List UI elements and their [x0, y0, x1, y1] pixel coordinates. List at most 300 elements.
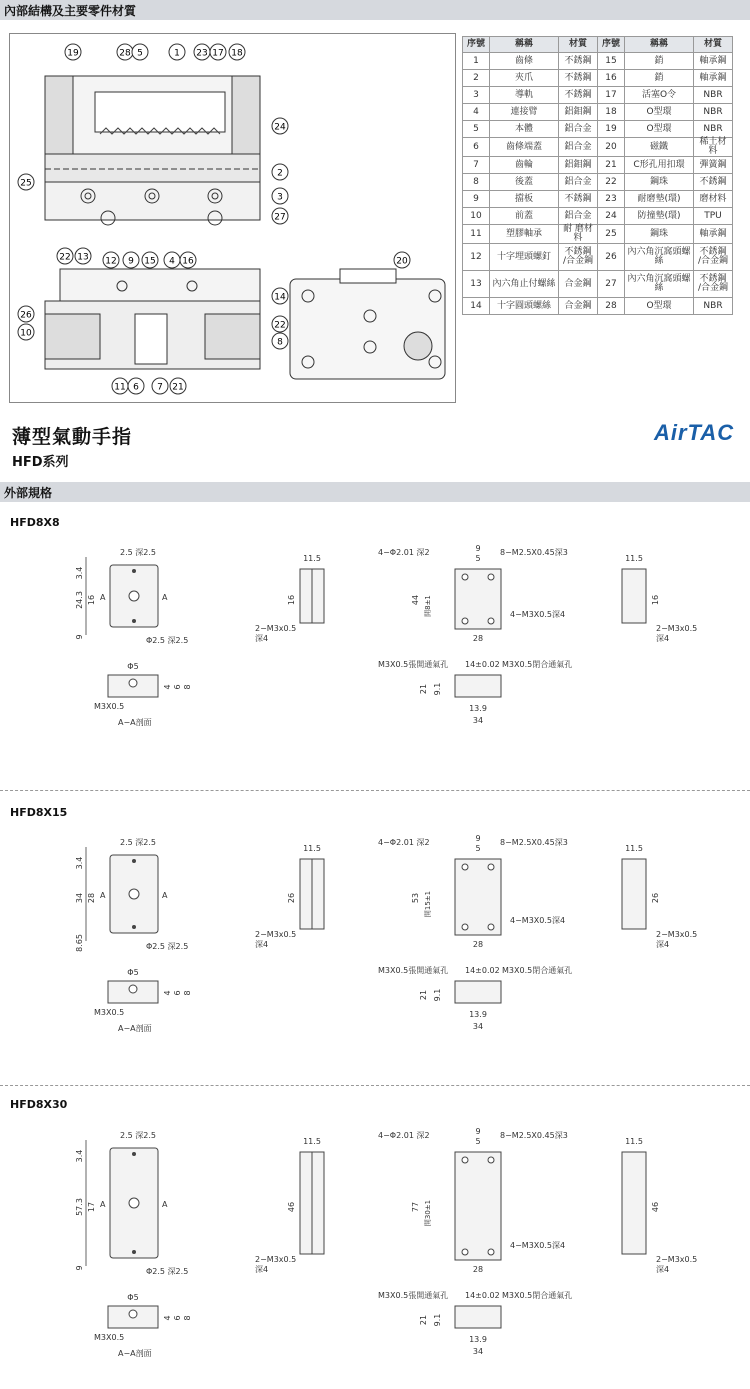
dim-d2: 24.3	[75, 591, 84, 609]
model-label-hfd8x30: HFD8X30	[10, 1098, 68, 1111]
cell-material: 鋁鉬鋼	[559, 104, 598, 121]
svg-text:19: 19	[67, 48, 79, 59]
cell-no: 9	[463, 191, 490, 208]
open-port-label: M3X0.5張開通氣孔	[378, 660, 449, 669]
cell-no: 15	[598, 53, 625, 70]
series-label: HFD系列	[12, 455, 69, 470]
table-row	[463, 298, 733, 315]
cell-name: 連接臂	[490, 104, 559, 121]
cell-name: O型環	[625, 298, 694, 315]
cell-name: 銷	[625, 70, 694, 87]
pin-hole-icon	[462, 924, 468, 930]
section-h2: 6	[173, 684, 182, 690]
port-h-label: 21	[419, 683, 428, 695]
top-pin-label: 4−Φ2.01 深2	[378, 548, 430, 557]
section-mark-a: A	[162, 1200, 168, 1209]
top-dim-t2: 5	[475, 1137, 481, 1146]
pin-hole-icon	[132, 859, 136, 863]
callout-marker	[272, 288, 288, 304]
side-height-label: 16	[287, 594, 296, 606]
cell-name: 本體	[490, 121, 559, 138]
model-svg-hfd8x15	[0, 825, 750, 1080]
section-thread-label: M3X0.5	[94, 702, 125, 711]
cell-material: 不銹鋼	[559, 53, 598, 70]
top-width-label: 28	[472, 1265, 484, 1274]
svg-text:22: 22	[274, 320, 286, 331]
close-port-label: M3X0.5閉合通氣孔	[502, 966, 573, 975]
close-port-label: M3X0.5閉合通氣孔	[502, 1291, 573, 1300]
cell-material: 鋁合金	[559, 208, 598, 225]
table-row	[463, 225, 733, 244]
side-width-label: 11.5	[303, 1137, 321, 1146]
header-name-1: 稱稱	[490, 37, 559, 53]
model-label-hfd8x15: HFD8X15	[10, 806, 68, 819]
parts-table-body	[463, 53, 733, 315]
top-dim-t2: 5	[475, 844, 481, 853]
port-w1-label: 13.9	[469, 704, 487, 713]
cell-no: 4	[463, 104, 490, 121]
port-h-label: 21	[419, 1314, 428, 1326]
model-drawing-hfd8x8	[0, 535, 750, 775]
callout-marker	[272, 208, 288, 224]
table-row	[463, 208, 733, 225]
header-no-1: 序號	[463, 37, 490, 53]
cell-name: 前蓋	[490, 208, 559, 225]
cell-material: 不銹鋼 /合金鋼	[559, 244, 598, 271]
cell-no: 24	[598, 208, 625, 225]
dim-d4: 9	[75, 1265, 84, 1271]
hole-bottom-label: Φ2.5 深2.5	[146, 1267, 189, 1276]
side-width-label: 11.5	[303, 554, 321, 563]
side2-width-label: 11.5	[625, 1137, 643, 1146]
dim-d3: 28	[87, 892, 96, 904]
cell-no: 1	[463, 53, 490, 70]
table-row	[463, 191, 733, 208]
open-stroke-label: 開30±1	[424, 1199, 432, 1227]
cell-no: 21	[598, 157, 625, 174]
dim-d3: 16	[87, 594, 96, 606]
svg-text:13: 13	[77, 252, 89, 263]
parts-material-table	[462, 36, 733, 315]
callout-marker	[272, 188, 288, 204]
table-row	[463, 121, 733, 138]
cell-name: 鋼珠	[625, 225, 694, 244]
cell-material: 彈簧鋼	[694, 157, 733, 174]
table-row	[463, 138, 733, 157]
ports-view-body	[455, 981, 501, 1003]
model-svg-hfd8x8	[0, 535, 750, 775]
top-width-label: 28	[472, 634, 484, 643]
section-h3: 8	[183, 1315, 192, 1321]
port-h2-label: 9.1	[433, 1313, 442, 1327]
cell-material: 稀土材料	[694, 138, 733, 157]
section-h1: 4	[163, 990, 172, 996]
cell-no: 12	[463, 244, 490, 271]
cell-material: 磨材料	[694, 191, 733, 208]
dim-d1: 3.4	[75, 566, 84, 580]
callout-marker	[103, 252, 119, 268]
section-h1: 4	[163, 1315, 172, 1321]
cell-material: 不銹鋼 /合金鋼	[694, 271, 733, 298]
callout-marker	[152, 378, 168, 394]
open-port-label: M3X0.5張開通氣孔	[378, 966, 449, 975]
cell-material: 軸承鋼	[694, 225, 733, 244]
side-thread-label: 2−M3x0.5	[255, 1255, 297, 1264]
bottom-tap-label: 4−M3X0.5深4	[510, 610, 566, 619]
cell-name: 齒條	[490, 53, 559, 70]
side2-height-label: 26	[651, 892, 660, 904]
callout-marker	[57, 248, 73, 264]
cell-no: 18	[598, 104, 625, 121]
table-header-row	[463, 37, 733, 53]
cell-name: 十字圓頭螺絲	[490, 298, 559, 315]
section-caption: A−A剖面	[118, 1349, 152, 1358]
cell-no: 7	[463, 157, 490, 174]
cell-name: 內六角沉窩頭螺絲	[625, 271, 694, 298]
svg-text:6: 6	[133, 382, 139, 393]
internal-section-header	[0, 0, 750, 22]
section-h3: 8	[183, 684, 192, 690]
callout-marker	[142, 252, 158, 268]
cell-name: O型環	[625, 104, 694, 121]
table-row	[463, 87, 733, 104]
product-title: 薄型氣動手指	[12, 426, 133, 448]
pin-hole-icon	[488, 618, 494, 624]
section-h1: 4	[163, 684, 172, 690]
port-w1-label: 13.9	[469, 1010, 487, 1019]
cell-material: NBR	[694, 121, 733, 138]
cell-material: 不銹鋼 /合金鋼	[694, 244, 733, 271]
cell-no: 16	[598, 70, 625, 87]
section-thread-label: M3X0.5	[94, 1008, 125, 1017]
open-port-label: M3X0.5張開通氣孔	[378, 1291, 449, 1300]
svg-text:2: 2	[277, 168, 283, 179]
pin-hole-icon	[132, 619, 136, 623]
ports-view-body	[455, 1306, 501, 1328]
svg-text:22: 22	[59, 252, 71, 263]
side2-depth-label: 深4	[656, 634, 670, 643]
side2-height-label: 46	[651, 1201, 660, 1213]
cell-name: 內六角沉窩頭螺絲	[625, 244, 694, 271]
callout-marker	[394, 252, 410, 268]
cell-material: 合金鋼	[559, 298, 598, 315]
top-dim-t1: 9	[475, 1127, 481, 1136]
callout-marker	[164, 252, 180, 268]
model-drawing-hfd8x30	[0, 1118, 750, 1385]
svg-text:16: 16	[182, 256, 194, 267]
callout-marker	[65, 44, 81, 60]
section-mark-a: A	[100, 593, 106, 602]
section-phi-label: Φ5	[127, 968, 139, 977]
port-h2-label: 9.1	[433, 682, 442, 696]
section-h2: 6	[173, 1315, 182, 1321]
cell-no: 5	[463, 121, 490, 138]
cell-material: NBR	[694, 104, 733, 121]
side-thread-label: 2−M3x0.5	[255, 930, 297, 939]
cell-no: 11	[463, 225, 490, 244]
side-depth-label: 深4	[255, 634, 269, 643]
cell-material: 鋁合金	[559, 138, 598, 157]
cell-material: 不銹鋼	[559, 70, 598, 87]
port-pitch-label: 14±0.02	[465, 966, 500, 975]
svg-text:8: 8	[277, 337, 283, 348]
svg-text:11: 11	[114, 382, 126, 393]
cell-material: NBR	[694, 298, 733, 315]
top-dim-t1: 9	[475, 834, 481, 843]
center-hole-icon	[129, 889, 139, 899]
separator	[0, 1085, 750, 1086]
ports-view-body	[455, 675, 501, 697]
top-tap-label: 8−M2.5X0.45深3	[500, 548, 568, 557]
center-hole-icon	[129, 1198, 139, 1208]
side-depth-label: 深4	[255, 1265, 269, 1274]
cell-material: 耐 磨材料	[559, 225, 598, 244]
cell-name: 導軌	[490, 87, 559, 104]
svg-text:18: 18	[231, 48, 243, 59]
section-mark-a: A	[162, 593, 168, 602]
cell-name: 磁鐵	[625, 138, 694, 157]
pin-hole-icon	[488, 574, 494, 580]
callout-marker	[194, 44, 210, 60]
internal-structure-drawing	[9, 33, 456, 403]
svg-text:20: 20	[396, 256, 408, 267]
section-phi-label: Φ5	[127, 1293, 139, 1302]
side-height-label: 26	[287, 892, 296, 904]
table-row	[463, 53, 733, 70]
pin-hole-icon	[132, 569, 136, 573]
cell-no: 8	[463, 174, 490, 191]
cell-no: 13	[463, 271, 490, 298]
svg-text:26: 26	[20, 310, 32, 321]
dim-d2: 57.3	[75, 1198, 84, 1216]
svg-text:9: 9	[128, 256, 134, 267]
callout-marker	[18, 324, 34, 340]
cell-material: 不銹鋼	[559, 87, 598, 104]
pin-hole-icon	[488, 924, 494, 930]
pin-hole-icon	[488, 1249, 494, 1255]
model-svg-hfd8x30	[0, 1118, 750, 1385]
cell-name: 內六角止付螺絲	[490, 271, 559, 298]
top-view-body	[455, 1152, 501, 1260]
top-dim-v1: 77	[411, 1201, 420, 1213]
callout-marker	[132, 44, 148, 60]
cell-name: 擋板	[490, 191, 559, 208]
header-no-2: 序號	[598, 37, 625, 53]
side2-width-label: 11.5	[625, 844, 643, 853]
top-view-body	[455, 859, 501, 935]
section-mark-a: A	[162, 891, 168, 900]
table-row	[463, 157, 733, 174]
port-pitch-label: 14±0.02	[465, 660, 500, 669]
cell-name: C形孔用扣環	[625, 157, 694, 174]
svg-text:12: 12	[105, 256, 117, 267]
top-width-label: 28	[472, 940, 484, 949]
header-material-2: 材質	[694, 37, 733, 53]
svg-text:25: 25	[20, 178, 32, 189]
side2-thread-label: 2−M3x0.5	[656, 624, 698, 633]
cell-material: 軸承鋼	[694, 70, 733, 87]
cell-no: 26	[598, 244, 625, 271]
pin-hole-icon	[132, 925, 136, 929]
internal-structure-svg	[10, 34, 455, 402]
hole-top-label: 2.5 深2.5	[120, 838, 156, 847]
cell-material: 不銹鋼	[559, 191, 598, 208]
cell-no: 27	[598, 271, 625, 298]
model-drawing-hfd8x15	[0, 825, 750, 1080]
callout-marker	[229, 44, 245, 60]
port-w2-label: 34	[472, 1347, 484, 1356]
cell-no: 10	[463, 208, 490, 225]
cell-no: 22	[598, 174, 625, 191]
cell-no: 19	[598, 121, 625, 138]
pin-hole-icon	[462, 864, 468, 870]
top-tap-label: 8−M2.5X0.45深3	[500, 1131, 568, 1140]
top-pin-label: 4−Φ2.01 深2	[378, 838, 430, 847]
svg-text:7: 7	[157, 382, 163, 393]
table-row	[463, 271, 733, 298]
cell-name: 齒條端蓋	[490, 138, 559, 157]
section-mark-a: A	[100, 1200, 106, 1209]
internal-section-title: 內部結構及主要零件材質	[4, 4, 137, 18]
pin-hole-icon	[488, 1157, 494, 1163]
svg-text:14: 14	[274, 292, 286, 303]
callout-marker	[75, 248, 91, 264]
cell-no: 25	[598, 225, 625, 244]
separator	[0, 790, 750, 791]
external-section-header	[0, 482, 750, 504]
cell-no: 17	[598, 87, 625, 104]
pin-hole-icon	[132, 1152, 136, 1156]
cell-name: 後蓋	[490, 174, 559, 191]
side2-depth-label: 深4	[656, 1265, 670, 1274]
side2-depth-label: 深4	[656, 940, 670, 949]
section-h3: 8	[183, 990, 192, 996]
cell-material: 鋁鉬鋼	[559, 157, 598, 174]
brand-logo: AirTAC	[654, 420, 735, 445]
hole-bottom-label: Φ2.5 深2.5	[146, 636, 189, 645]
side-width-label: 11.5	[303, 844, 321, 853]
port-h-label: 21	[419, 989, 428, 1001]
cell-name: 鋼珠	[625, 174, 694, 191]
section-caption: A−A剖面	[118, 1024, 152, 1033]
callout-marker	[117, 44, 133, 60]
cell-material: TPU	[694, 208, 733, 225]
callout-marker	[272, 118, 288, 134]
side-depth-label: 深4	[255, 940, 269, 949]
callout-marker	[272, 164, 288, 180]
pin-hole-icon	[462, 1249, 468, 1255]
callout-marker	[272, 316, 288, 332]
side2-view-body	[622, 859, 646, 929]
cell-name: 活塞O令	[625, 87, 694, 104]
section-thread-label: M3X0.5	[94, 1333, 125, 1342]
table-row	[463, 104, 733, 121]
callout-marker	[169, 44, 185, 60]
side-height-label: 46	[287, 1201, 296, 1213]
callout-marker	[210, 44, 226, 60]
section-hole-icon	[129, 985, 137, 993]
cell-no: 14	[463, 298, 490, 315]
bottom-tap-label: 4−M3X0.5深4	[510, 1241, 566, 1250]
port-h2-label: 9.1	[433, 988, 442, 1002]
cell-material: 軸承鋼	[694, 53, 733, 70]
section-phi-label: Φ5	[127, 662, 139, 671]
pin-hole-icon	[462, 574, 468, 580]
svg-text:24: 24	[274, 122, 286, 133]
cell-name: 耐磨墊(環)	[625, 191, 694, 208]
top-dim-t2: 5	[475, 554, 481, 563]
external-section-title: 外部規格	[4, 486, 53, 500]
callout-marker	[170, 378, 186, 394]
cell-name: 防撞墊(環)	[625, 208, 694, 225]
top-tap-label: 8−M2.5X0.45深3	[500, 838, 568, 847]
side2-view-body	[622, 1152, 646, 1254]
cell-no: 3	[463, 87, 490, 104]
cell-no: 6	[463, 138, 490, 157]
section-hole-icon	[129, 679, 137, 687]
cell-no: 23	[598, 191, 625, 208]
port-pitch-label: 14±0.02	[465, 1291, 500, 1300]
dim-d4: 9	[75, 634, 84, 640]
pin-hole-icon	[488, 864, 494, 870]
dim-d4: 8.65	[75, 934, 84, 952]
center-hole-icon	[129, 591, 139, 601]
hole-top-label: 2.5 深2.5	[120, 1131, 156, 1140]
side2-thread-label: 2−M3x0.5	[656, 930, 698, 939]
svg-text:15: 15	[144, 256, 156, 267]
cell-no: 28	[598, 298, 625, 315]
svg-text:17: 17	[212, 48, 224, 59]
top-dim-v1: 44	[411, 594, 420, 606]
side-thread-label: 2−M3x0.5	[255, 624, 297, 633]
svg-text:3: 3	[277, 192, 283, 203]
dim-d1: 3.4	[75, 856, 84, 870]
cell-material: 合金鋼	[559, 271, 598, 298]
svg-text:27: 27	[274, 212, 286, 223]
port-w2-label: 34	[472, 716, 484, 725]
cell-material: 鋁合金	[559, 174, 598, 191]
cell-material: 鋁合金	[559, 121, 598, 138]
svg-text:1: 1	[174, 48, 180, 59]
callout-marker	[112, 378, 128, 394]
top-pin-label: 4−Φ2.01 深2	[378, 1131, 430, 1140]
table-row	[463, 244, 733, 271]
hole-top-label: 2.5 深2.5	[120, 548, 156, 557]
svg-text:23: 23	[196, 48, 208, 59]
svg-text:5: 5	[137, 48, 143, 59]
bottom-tap-label: 4−M3X0.5深4	[510, 916, 566, 925]
callout-marker	[18, 306, 34, 322]
svg-text:10: 10	[20, 328, 32, 339]
callout-marker	[128, 378, 144, 394]
callout-marker	[18, 174, 34, 190]
cell-material: NBR	[694, 87, 733, 104]
header-name-2: 稱稱	[625, 37, 694, 53]
side2-height-label: 16	[651, 594, 660, 606]
section-caption: A−A剖面	[118, 718, 152, 727]
dim-d3: 17	[87, 1201, 96, 1213]
top-dim-t1: 9	[475, 544, 481, 553]
table-row	[463, 70, 733, 87]
cell-name: 銷	[625, 53, 694, 70]
cell-name: 夾爪	[490, 70, 559, 87]
model-label-hfd8x8: HFD8X8	[10, 516, 60, 529]
section-hole-icon	[129, 1310, 137, 1318]
svg-text:21: 21	[172, 382, 184, 393]
side2-width-label: 11.5	[625, 554, 643, 563]
open-stroke-label: 開15±1	[424, 890, 432, 918]
pin-hole-icon	[462, 1157, 468, 1163]
